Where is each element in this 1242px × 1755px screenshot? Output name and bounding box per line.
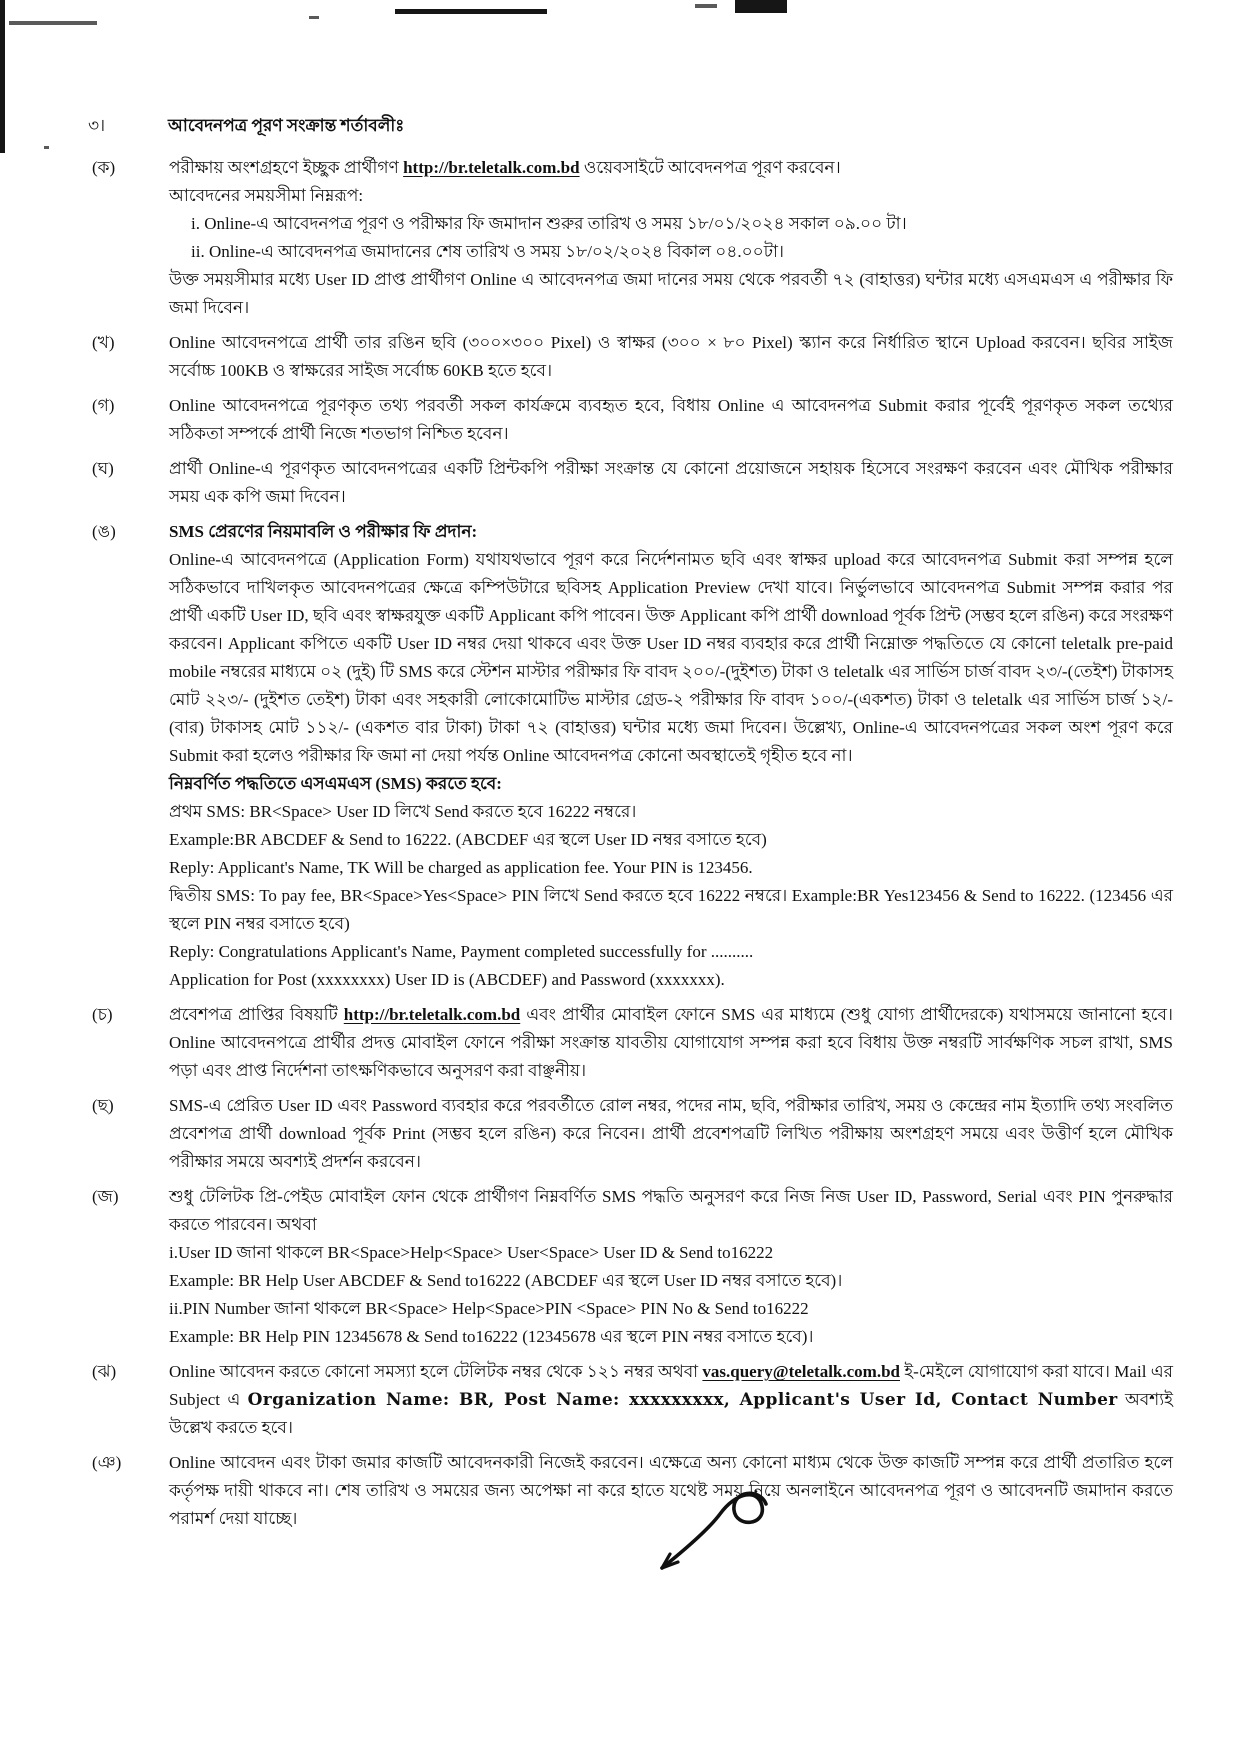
item	[88, 518, 1173, 994]
item-body	[169, 1092, 1173, 1176]
paragraph	[169, 154, 1173, 182]
item-body	[169, 1358, 1173, 1442]
item	[88, 1449, 1173, 1533]
item	[88, 329, 1173, 385]
document-body	[88, 112, 1173, 1540]
item-label: (ঘ)	[92, 459, 114, 478]
item	[88, 1183, 1173, 1351]
link-text: http://br.teletalk.com.bd	[343, 1005, 521, 1024]
paragraph	[169, 455, 1173, 511]
text-segment: Online আবেদনপত্রে পূরণকৃত তথ্য পরবর্তী সকল কার্যক্রমে ব্যবহৃত হবে, বিধায় Online এ আবেদনপত্র Submit করার পূর্বেই পূরণকৃত সকল তথ্যের সঠিকতা সম্পর্কে প্রার্থী নিজে শতভাগ নিশ্চিত হবেন।	[169, 396, 1173, 443]
paragraph	[169, 182, 1173, 210]
text-segment: প্রবেশপত্র প্রাপ্তির বিষয়টি	[169, 1005, 344, 1024]
item-body	[169, 455, 1173, 511]
link-text: vas.query@teletalk.com.bd	[702, 1362, 900, 1381]
paragraph	[169, 238, 1173, 266]
paragraph	[169, 1183, 1173, 1239]
paragraph	[169, 798, 1173, 826]
text-segment: Online আবেদন করতে কোনো সমস্যা হলে টেলিটক নম্বর থেকে ১২১ নম্বর অথবা	[169, 1362, 703, 1381]
item-label: (খ)	[92, 333, 115, 352]
section-heading	[88, 112, 1173, 140]
paragraph	[169, 210, 1173, 238]
scan-artifact	[9, 21, 97, 25]
paragraph	[169, 1001, 1173, 1085]
paragraph	[169, 266, 1173, 322]
paragraph	[169, 770, 1173, 798]
text-segment: Reply: Applicant's Name, TK Will be charged as application fee. Your PIN is 123456.	[169, 858, 753, 877]
text-segment: শুধু টেলিটক প্রি-পেইড মোবাইল ফোন থেকে প্রার্থীগণ নিম্নবর্ণিত SMS পদ্ধতি অনুসরণ করে নিজ নিজ User ID, Password, Serial এবং PIN পুনরুদ্ধার করতে পারবেন। অথবা	[169, 1187, 1173, 1234]
text-segment: Example: BR Help User ABCDEF & Send to16222 (ABCDEF এর স্থলে User ID নম্বর বসাতে হবে)।	[169, 1271, 843, 1290]
text-segment: SMS প্রেরণের নিয়মাবলি ও পরীক্ষার ফি প্রদান:	[169, 522, 478, 541]
item-body	[169, 1183, 1173, 1351]
paragraph	[169, 826, 1173, 854]
item-body	[169, 518, 1173, 994]
text-segment: Online আবেদন এবং টাকা জমার কাজটি আবেদনকারী নিজেই করবেন। এক্ষেত্রে অন্য কোনো মাধ্যম থেকে উক্ত কাজটি সম্পন্ন করে প্রার্থী প্রতারিত হলে কর্তৃপক্ষ দায়ী থাকবে না। শেষ তারিখ ও সময়ের জন্য অপেক্ষা না করে হাতে যথেষ্ট সময় নিয়ে অনলাইনে আবেদনপত্র পূরণ ও আবেদনটি জমাদান করতে পরামর্শ দেয়া যাচ্ছে।	[169, 1453, 1173, 1528]
paragraph	[169, 1092, 1173, 1176]
text-segment: Example:BR ABCDEF & Send to 16222. (ABCDEF এর স্থলে User ID নম্বর বসাতে হবে)	[169, 830, 767, 849]
paragraph	[169, 1267, 1173, 1295]
text-segment: পরীক্ষায় অংশগ্রহণে ইচ্ছুক প্রার্থীগণ	[169, 158, 404, 177]
scan-artifact	[395, 9, 547, 14]
item-label: (ঞ)	[92, 1453, 122, 1472]
text-segment: ওয়েবসাইটে আবেদনপত্র পূরণ করবেন।	[579, 158, 841, 177]
text-segment: ই-মেইলে যোগাযোগ করা যাবে। Mail এর Subject এ	[169, 1362, 1173, 1409]
item-label: (চ)	[92, 1005, 113, 1024]
text-segment: Online-এ আবেদনপত্রে (Application Form) যথাযথভাবে পূরণ করে নির্দেশনামত ছবি এবং স্বাক্ষর upload করে আবেদনপত্র Submit করা সম্পন্ন হলে সঠিকভাবে দাখিলকৃত আবেদনপত্রের ক্ষেত্রে কম্পিউটারে ছবিসহ Application Preview দেখা যাবে। নির্ভুলভাবে আবেদনপত্র Submit সম্পন্ন করার পর প্রার্থী একটি User ID, ছবি এবং স্বাক্ষরযুক্ত একটি Applicant কপি পাবেন। উক্ত Applicant কপি প্রার্থী download পূর্বক প্রিন্ট (সম্ভব হলে রঙিন) করে সংরক্ষণ করবেন। Applicant কপিতে একটি User ID নম্বর দেয়া থাকবে এবং উক্ত User ID নম্বর ব্যবহার করে প্রার্থী নিম্নোক্ত পদ্ধতিতে যে কোনো teletalk pre-paid mobile নম্বরের মাধ্যমে ০২ (দুই) টি SMS করে স্টেশন মাস্টার পরীক্ষার ফি বাবদ ২০০/-(দুইশত) টাকা ও teletalk এর সার্ভিস চার্জ বাবদ ২৩/-(তেইশ) টাকাসহ মোট ২২৩/- (দুইশত তেইশ) টাকা এবং সহকারী লোকোমোটিভ মাস্টার গ্রেড-২ পরীক্ষার ফি বাবদ ১০০/-(একশত) টাকা ও teletalk এর সার্ভিস চার্জ ১২/-(বার) টাকাসহ মোট ১১২/- (একশত বার টাকা) টাকা ৭২ (বাহাত্তর) ঘন্টার মধ্যে জমা দিবেন। উল্লেখ্য, Online-এ আবেদনপত্রের সকল অংশ পূরণ করে Submit করা হলেও পরীক্ষার ফি জমা না দেয়া পর্যন্ত Online আবেদনপত্র কোনো অবস্থাতেই গৃহীত হবে না।	[169, 550, 1173, 765]
item	[88, 1001, 1173, 1085]
text-segment: Online আবেদনপত্রে প্রার্থী তার রঙিন ছবি (৩০০×৩০০ Pixel) ও স্বাক্ষর (৩০০ × ৮০ Pixel) স্ক্যান করে নির্ধারিত স্থানে Upload করবেন। ছবির সাইজ সর্বোচ্চ 100KB ও স্বাক্ষরের সাইজ সর্বোচ্চ 60KB হতে হবে।	[169, 333, 1173, 380]
section-title: আবেদনপত্র পূরণ সংক্রান্ত শর্তাবলীঃ	[168, 116, 405, 135]
text-segment: ii. Online-এ আবেদনপত্র জমাদানের শেষ তারিখ ও সময় ১৮/০২/২০২৪ বিকাল ০৪.০০টা।	[191, 242, 784, 261]
text-segment: Reply: Congratulations Applicant's Name, Payment completed successfully for ..........	[169, 942, 754, 961]
scan-artifact	[309, 16, 319, 19]
text-segment: নিম্নবর্ণিত পদ্ধতিতে এসএমএস (SMS) করতে হবে:	[169, 774, 502, 793]
text-segment: Organization Name: BR, Post Name: xxxxxxxxx, Applicant's User Id, Contact Number	[247, 1390, 1118, 1410]
link-text: http://br.teletalk.com.bd	[403, 158, 580, 177]
text-segment: উক্ত সময়সীমার মধ্যে User ID প্রাপ্ত প্রার্থীগণ Online এ আবেদনপত্র জমা দানের সময় থেকে পরবর্তী ৭২ (বাহাত্তর) ঘন্টার মধ্যে এসএমএস এ পরীক্ষার ফি জমা দিবেন।	[169, 270, 1173, 317]
item-body	[169, 329, 1173, 385]
item-body	[169, 154, 1173, 322]
text-segment: Application for Post (xxxxxxxx) User ID is (ABCDEF) and Password (xxxxxxx).	[169, 970, 725, 989]
paragraph	[169, 1323, 1173, 1351]
item	[88, 392, 1173, 448]
text-segment: SMS-এ প্রেরিত User ID এবং Password ব্যবহার করে পরবর্তীতে রোল নম্বর, পদের নাম, ছবি, পরীক্ষার তারিখ, সময় ও কেন্দ্রের নাম ইত্যাদি তথ্য সংবলিত প্রবেশপত্র প্রার্থী download পূর্বক Print (সম্ভব হলে রঙিন) করে নিবেন। প্রার্থী প্রবেশপত্রটি লিখিত পরীক্ষায় অংশগ্রহণ সময়ে এবং উত্তীর্ণ হলে মৌখিক পরীক্ষার সময়ে অবশ্যই প্রদর্শন করবেন।	[169, 1096, 1173, 1171]
scan-artifact	[44, 146, 49, 149]
item	[88, 154, 1173, 322]
text-segment: ii.PIN Number জানা থাকলে BR<Space> Help<Space>PIN <Space> PIN No & Send to16222	[169, 1299, 809, 1318]
paragraph	[169, 1358, 1173, 1442]
scan-artifact	[695, 4, 717, 8]
paragraph	[169, 854, 1173, 882]
item	[88, 1092, 1173, 1176]
paragraph	[169, 546, 1173, 770]
text-segment: প্রথম SMS: BR<Space> User ID লিখে Send করতে হবে 16222 নম্বরে।	[169, 802, 637, 821]
paragraph	[169, 329, 1173, 385]
item-body	[169, 392, 1173, 448]
item	[88, 455, 1173, 511]
text-segment: আবেদনের সময়সীমা নিম্নরূপ:	[169, 186, 364, 205]
text-segment: Example: BR Help PIN 12345678 & Send to16222 (12345678 এর স্থলে PIN নম্বর বসাতে হবে)।	[169, 1327, 814, 1346]
text-segment: i.User ID জানা থাকলে BR<Space>Help<Space> User<Space> User ID & Send to16222	[169, 1243, 774, 1262]
paragraph	[169, 392, 1173, 448]
text-segment: অবশ্যই উল্লেখ করতে হবে।	[169, 1390, 1174, 1437]
paragraph	[169, 518, 1173, 546]
paragraph	[169, 1295, 1173, 1323]
scan-artifact	[0, 0, 5, 153]
text-segment: প্রার্থী Online-এ পূরণকৃত আবেদনপত্রের একটি প্রিন্টকপি পরীক্ষা সংক্রান্ত যে কোনো প্রয়োজনে সহায়ক হিসেবে সংরক্ষণ করবেন এবং মৌখিক পরীক্ষার সময় এক কপি জমা দিবেন।	[169, 459, 1173, 506]
item-label: (ক)	[92, 158, 116, 177]
text-segment: এবং প্রার্থীর মোবাইল ফোনে SMS এর মাধ্যমে (শুধু যোগ্য প্রার্থীদেরকে) যথাসময়ে জানানো হবে। Online আবেদনপত্রে প্রার্থীর প্রদত্ত মোবাইল ফোনে পরীক্ষা সংক্রান্ত যাবতীয় যোগাযোগ সম্পন্ন করা হবে বিধায় উক্ত নম্বরটি সার্বক্ষণিক সচল রাখা, SMS পড়া এবং প্রাপ্ত নির্দেশনা তাৎক্ষণিকভাবে অনুসরণ করা বাঞ্ছনীয়।	[169, 1005, 1173, 1080]
items-container	[88, 154, 1173, 1533]
signature-mark	[648, 1482, 798, 1577]
paragraph	[169, 1239, 1173, 1267]
paragraph	[169, 882, 1173, 938]
text-segment: i. Online-এ আবেদনপত্র পূরণ ও পরীক্ষার ফি জমাদান শুরুর তারিখ ও সময় ১৮/০১/২০২৪ সকাল ০৯.০০ টা।	[191, 214, 907, 233]
text-segment: দ্বিতীয় SMS: To pay fee, BR<Space>Yes<Space> PIN লিখে Send করতে হবে 16222 নম্বরে। Example:BR Yes123456 & Send to 16222. (123456 এর স্থলে PIN নম্বর বসাতে হবে)	[169, 886, 1173, 933]
item-label: (গ)	[92, 396, 115, 415]
item	[88, 1358, 1173, 1442]
item-label: (ছ)	[92, 1096, 114, 1115]
paragraph	[169, 966, 1173, 994]
scan-artifact	[735, 0, 787, 13]
item-body	[169, 1001, 1173, 1085]
item-label: (জ)	[92, 1187, 119, 1206]
item-label: (ঝ)	[92, 1362, 117, 1381]
item-label: (ঙ)	[92, 522, 116, 541]
section-number: ৩।	[88, 116, 106, 135]
paragraph	[169, 938, 1173, 966]
